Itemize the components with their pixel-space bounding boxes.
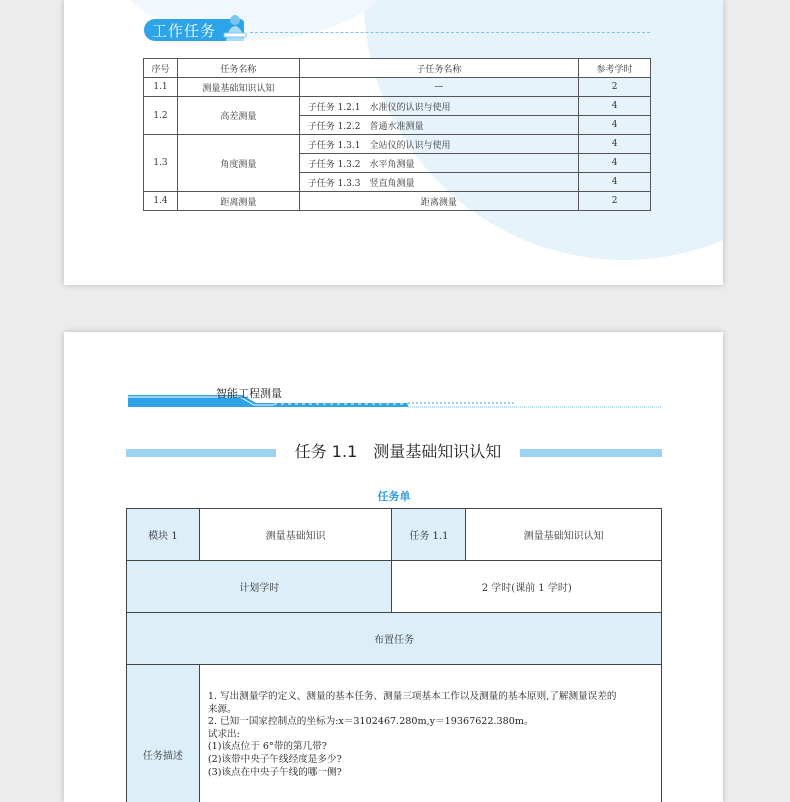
task-no: 1.3 <box>144 135 178 192</box>
task-sheet-label: 任务单 <box>126 488 662 504</box>
section-tag-label: 工作任务 <box>152 20 216 41</box>
task-hours: 2 <box>579 78 651 97</box>
subtask-name: 距离测量 <box>299 192 578 211</box>
task-description-label: 任务描述 <box>127 665 200 802</box>
plan-hours-label: 计划学时 <box>127 561 392 613</box>
task-name: 角度测量 <box>177 135 299 192</box>
task-hours: 4 <box>579 173 651 192</box>
plan-hours-value: 2 学时(课前 1 学时) <box>392 561 662 613</box>
table-row <box>127 561 662 613</box>
heading-bar-left <box>126 449 276 457</box>
table-row <box>144 192 651 211</box>
task-hours: 4 <box>579 135 651 154</box>
table-header-row <box>144 59 651 78</box>
work-task-table <box>143 58 651 211</box>
task-no: 1.4 <box>144 192 178 211</box>
assign-task-label: 布置任务 <box>127 613 662 665</box>
subtask-name: 子任务 1.3.2 水平角测量 <box>299 154 578 173</box>
task-hours: 2 <box>579 192 651 211</box>
module-value: 测量基础知识 <box>199 509 392 561</box>
column-header-no: 序号 <box>144 59 178 78</box>
section-divider <box>250 32 650 33</box>
column-header-task-name: 任务名称 <box>177 59 299 78</box>
table-row <box>127 665 662 802</box>
subtask-name: 子任务 1.3.1 全站仪的认识与使用 <box>299 135 578 154</box>
heading-bar-right <box>520 449 662 457</box>
subtask-name: 子任务 1.2.2 普通水准测量 <box>299 116 578 135</box>
table-row <box>127 613 662 665</box>
book-page-task-sheet <box>64 332 723 802</box>
book-header-banner <box>128 388 662 412</box>
description-line: (1)该点位于 6°带的第几带? <box>208 741 653 754</box>
task-hours: 4 <box>579 154 651 173</box>
description-line: (2)该带中央子午线经度是多少? <box>208 754 653 767</box>
task-name: 测量基础知识认知 <box>177 78 299 97</box>
task-sheet-table <box>126 508 662 802</box>
module-label: 模块 1 <box>127 509 200 561</box>
column-header-subtask-name: 子任务名称 <box>299 59 578 78</box>
task-hours: 4 <box>579 116 651 135</box>
task-no: 1.1 <box>144 78 178 97</box>
task-no: 1.2 <box>144 97 178 135</box>
task-heading: 任务 1.1 测量基础知识认知 <box>276 439 520 462</box>
subtask-name: 子任务 1.3.3 竖直角测量 <box>299 173 578 192</box>
description-line: (3)该点在中央子午线的哪一侧? <box>208 767 653 780</box>
description-line: 来源。 <box>208 704 653 717</box>
table-row <box>144 78 651 97</box>
table-row <box>144 135 651 154</box>
description-line: 2. 已知一国家控制点的坐标为:x＝3102467.280m,y＝19367622.380m。 <box>208 716 653 729</box>
task-description-content <box>199 665 661 802</box>
column-header-hours: 参考学时 <box>579 59 651 78</box>
task-value: 测量基础知识认知 <box>466 509 662 561</box>
subtask-name: 子任务 1.2.1 水准仪的认识与使用 <box>299 97 578 116</box>
reading-person-icon <box>218 13 250 45</box>
task-hours: 4 <box>579 97 651 116</box>
subtask-name: — <box>299 78 578 97</box>
book-title: 智能工程测量 <box>216 385 282 401</box>
table-row <box>127 509 662 561</box>
description-line: 试求出: <box>208 729 653 742</box>
description-line: 1. 写出测量学的定义、测量的基本任务、测量三项基本工作以及测量的基本原则,了解测量误差的 <box>208 691 653 704</box>
book-page-work-tasks <box>64 0 723 285</box>
task-name: 距离测量 <box>177 192 299 211</box>
table-row <box>144 97 651 116</box>
task-name: 高差测量 <box>177 97 299 135</box>
task-label: 任务 1.1 <box>392 509 466 561</box>
